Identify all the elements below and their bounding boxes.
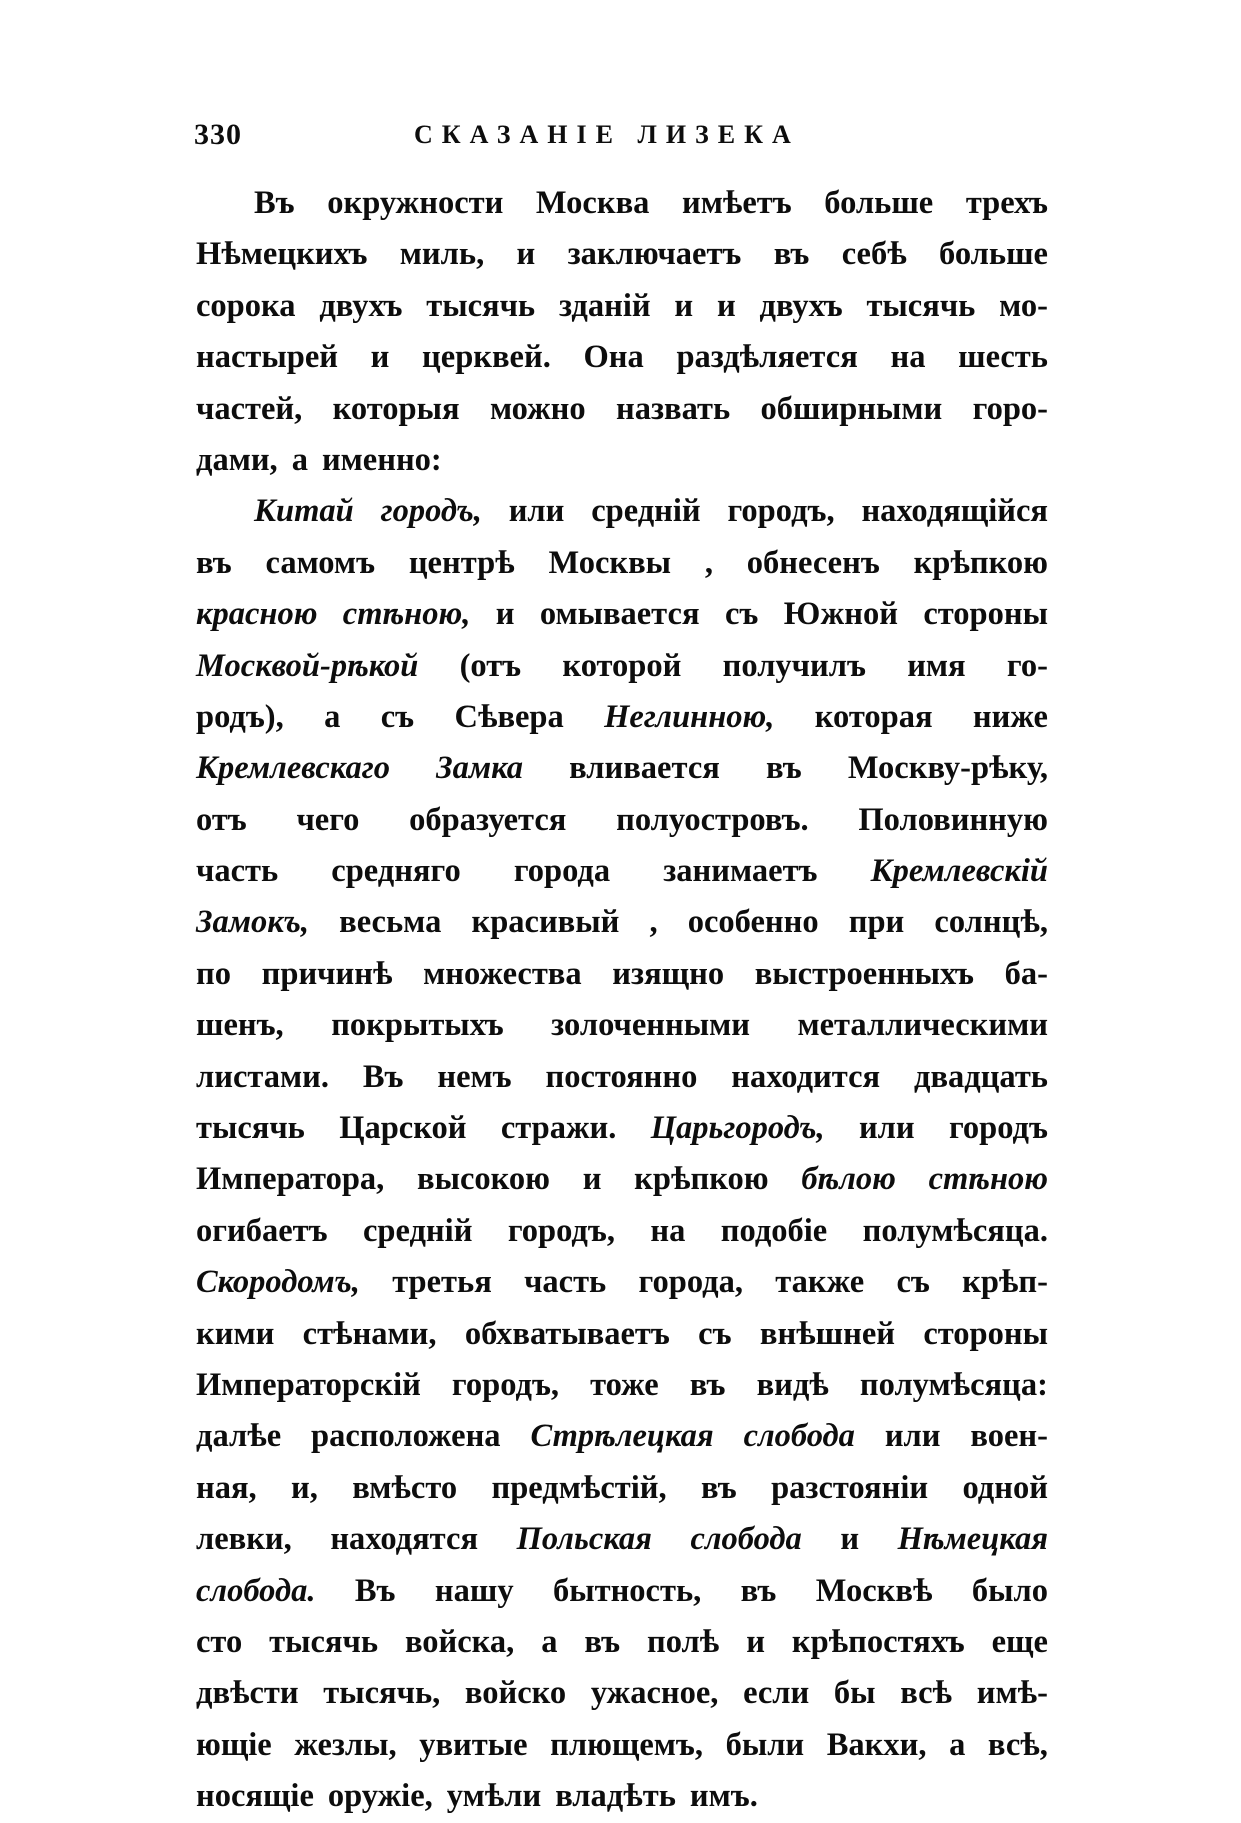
word: левки, bbox=[196, 1521, 292, 1558]
word: городъ, bbox=[507, 1212, 615, 1249]
word: Въ bbox=[254, 185, 295, 221]
word: Она bbox=[583, 339, 644, 376]
text-line bbox=[196, 1360, 1048, 1411]
word: полѣ bbox=[647, 1623, 720, 1660]
italic-word: красною bbox=[196, 596, 318, 633]
word: сорока bbox=[196, 287, 296, 324]
word: заключаетъ bbox=[567, 236, 742, 273]
word: Императорскій bbox=[196, 1366, 421, 1403]
word: имѣетъ bbox=[681, 185, 792, 221]
text-line bbox=[196, 332, 1048, 383]
word: городъ bbox=[948, 1110, 1048, 1147]
text-line bbox=[196, 384, 1048, 435]
word: города bbox=[513, 853, 611, 890]
page-number: 330 bbox=[194, 118, 242, 151]
text-line bbox=[196, 1206, 1048, 1257]
word: тысячь bbox=[269, 1623, 379, 1660]
word: горо- bbox=[972, 390, 1048, 427]
text-line bbox=[196, 1720, 1048, 1771]
text-line bbox=[196, 589, 1048, 640]
word: также bbox=[775, 1264, 865, 1301]
word: мо- bbox=[999, 287, 1048, 324]
word: Москву-рѣку, bbox=[847, 750, 1048, 787]
word: получилъ bbox=[722, 647, 866, 684]
italic-word: Нѣмецкая bbox=[897, 1521, 1048, 1558]
word: имъ. bbox=[689, 1778, 758, 1815]
word: третья bbox=[392, 1264, 492, 1301]
word: Москва bbox=[535, 185, 650, 221]
text-line bbox=[196, 281, 1048, 332]
text-line bbox=[196, 486, 1048, 537]
word: было bbox=[971, 1572, 1048, 1609]
word: находится bbox=[731, 1058, 881, 1095]
word: ба- bbox=[1004, 955, 1048, 992]
text-line bbox=[196, 846, 1048, 897]
word: въ bbox=[196, 544, 232, 581]
word: разстояніи bbox=[771, 1469, 929, 1506]
word: крѣпкою bbox=[634, 1161, 769, 1198]
word: а bbox=[949, 1726, 966, 1763]
word: двухъ bbox=[319, 287, 403, 324]
word: носящіе bbox=[196, 1778, 314, 1815]
word: листами. bbox=[196, 1058, 329, 1095]
word: и bbox=[516, 236, 536, 273]
word: а bbox=[541, 1623, 558, 1660]
word: двѣсти bbox=[196, 1675, 299, 1712]
text-line bbox=[196, 1052, 1048, 1103]
word: металлическими bbox=[797, 1007, 1048, 1044]
word: ющіе bbox=[196, 1726, 272, 1763]
word: находящійся bbox=[861, 493, 1048, 530]
word: настырей bbox=[196, 339, 338, 376]
word: которой bbox=[562, 647, 682, 684]
word: съ bbox=[896, 1264, 930, 1301]
word: окружности bbox=[327, 185, 504, 221]
word: еще bbox=[991, 1623, 1048, 1660]
word: увитые bbox=[419, 1726, 528, 1763]
word: и, bbox=[291, 1469, 318, 1506]
word: полумѣсяца. bbox=[862, 1212, 1048, 1249]
text-line bbox=[196, 949, 1048, 1000]
word: и bbox=[495, 596, 515, 633]
word: которыя bbox=[332, 390, 460, 427]
word: и bbox=[840, 1521, 860, 1558]
word: городъ, bbox=[727, 493, 835, 530]
word: больше bbox=[824, 185, 934, 221]
word: себѣ bbox=[841, 236, 907, 273]
text-line bbox=[196, 743, 1048, 794]
text-line bbox=[196, 897, 1048, 948]
text-line bbox=[196, 178, 1048, 229]
word: въ bbox=[689, 1366, 726, 1403]
word: въ bbox=[740, 1572, 777, 1609]
word: раздѣляется bbox=[676, 339, 858, 376]
word: образуется bbox=[409, 801, 567, 838]
text-line bbox=[196, 1514, 1048, 1565]
word: по bbox=[196, 955, 231, 992]
word: зданій bbox=[558, 287, 651, 324]
word: бытность, bbox=[552, 1572, 702, 1609]
word: и bbox=[582, 1161, 602, 1198]
word: Въ bbox=[354, 1572, 396, 1609]
word: выстроенныхъ bbox=[754, 955, 974, 992]
italic-word: Замка bbox=[436, 750, 524, 787]
word: нашу bbox=[434, 1572, 514, 1609]
word: въ bbox=[765, 750, 802, 787]
text-line bbox=[196, 1411, 1048, 1462]
word: церквей. bbox=[422, 339, 551, 376]
word: тысячь bbox=[426, 287, 536, 324]
word: города, bbox=[638, 1264, 743, 1301]
word: вмѣсто bbox=[352, 1469, 458, 1506]
word: Царской bbox=[339, 1110, 467, 1147]
word: умѣли bbox=[446, 1778, 542, 1815]
word: занимаетъ bbox=[663, 853, 818, 890]
word: огибаетъ bbox=[196, 1212, 328, 1249]
word: тысячь bbox=[196, 1110, 305, 1147]
word: Императора, bbox=[196, 1161, 385, 1198]
italic-word: Неглинною, bbox=[604, 698, 775, 735]
word: чего bbox=[296, 801, 360, 838]
word: подобіе bbox=[720, 1212, 828, 1249]
word: (отъ bbox=[459, 647, 522, 684]
word: часть bbox=[524, 1264, 607, 1301]
word: плющемъ, bbox=[550, 1726, 703, 1763]
italic-word: бѣлою bbox=[801, 1161, 896, 1198]
word: при bbox=[848, 904, 905, 941]
word: тысячь bbox=[866, 287, 976, 324]
text-line bbox=[196, 1257, 1048, 1308]
word: и bbox=[746, 1623, 765, 1660]
word: стороны bbox=[923, 596, 1048, 633]
italic-word: Китай bbox=[254, 493, 354, 530]
word: находятся bbox=[330, 1521, 479, 1558]
italic-word: Скородомъ, bbox=[196, 1264, 360, 1301]
word: ужасное, bbox=[590, 1675, 719, 1712]
word: Москвѣ bbox=[815, 1572, 933, 1609]
word: были bbox=[725, 1726, 805, 1763]
word: обширными bbox=[760, 390, 943, 427]
word: дами, bbox=[196, 441, 278, 478]
word: всѣ bbox=[900, 1675, 953, 1712]
word: Южной bbox=[783, 596, 898, 633]
word: ниже bbox=[972, 698, 1048, 735]
italic-word: городъ, bbox=[380, 493, 482, 530]
text-line bbox=[196, 641, 1048, 692]
word: часть bbox=[196, 853, 279, 890]
word: имѣ- bbox=[976, 1675, 1048, 1712]
text-line bbox=[196, 1566, 1048, 1617]
word: войска, bbox=[404, 1623, 515, 1660]
word: владѣть bbox=[555, 1778, 676, 1815]
word: вливается bbox=[569, 750, 720, 787]
word: всѣ, bbox=[987, 1726, 1048, 1763]
word: на bbox=[890, 339, 926, 376]
body-text bbox=[196, 178, 1048, 1823]
word: далѣе bbox=[196, 1418, 282, 1455]
word: съ bbox=[698, 1315, 732, 1352]
word: обхватываетъ bbox=[464, 1315, 670, 1352]
word: Вакхи, bbox=[826, 1726, 927, 1763]
word: больше bbox=[939, 236, 1048, 273]
word: или bbox=[858, 1110, 915, 1147]
word: видѣ bbox=[756, 1366, 829, 1403]
text-line bbox=[196, 1668, 1048, 1719]
text-line bbox=[196, 1154, 1048, 1205]
word: постоянно bbox=[545, 1058, 698, 1095]
word: отъ bbox=[196, 801, 247, 838]
word: , bbox=[704, 544, 713, 581]
text-line bbox=[196, 1771, 1048, 1822]
text-line bbox=[196, 1000, 1048, 1051]
italic-word: Царьгородъ, bbox=[650, 1110, 825, 1147]
word: особенно bbox=[687, 904, 819, 941]
word: кими bbox=[196, 1315, 275, 1352]
word: воен- bbox=[970, 1418, 1048, 1455]
word: и bbox=[716, 287, 736, 324]
word: крѣпкою bbox=[913, 544, 1048, 581]
text-line bbox=[196, 795, 1048, 846]
word: причинѣ bbox=[261, 955, 393, 992]
word: сто bbox=[196, 1623, 243, 1660]
italic-word: Кремлевскій bbox=[870, 853, 1048, 890]
italic-word: Кремлевскаго bbox=[196, 750, 390, 787]
word: миль, bbox=[399, 236, 485, 273]
word: красивый bbox=[471, 904, 620, 941]
word: средній bbox=[591, 493, 701, 530]
word: съ bbox=[724, 596, 759, 633]
word: тысячь, bbox=[323, 1675, 441, 1712]
word: а bbox=[324, 698, 341, 735]
word: и bbox=[674, 287, 694, 324]
italic-word: Замокъ, bbox=[196, 904, 310, 941]
word: самомъ bbox=[265, 544, 376, 581]
text-line bbox=[196, 1309, 1048, 1360]
word: или bbox=[508, 493, 565, 530]
word: двадцать bbox=[914, 1058, 1048, 1095]
word: расположена bbox=[311, 1418, 501, 1455]
word: шесть bbox=[958, 339, 1048, 376]
word: немъ bbox=[437, 1058, 512, 1095]
italic-word: стѣною, bbox=[342, 596, 471, 633]
word: двухъ bbox=[759, 287, 843, 324]
word: го- bbox=[1006, 647, 1048, 684]
word: оружіе, bbox=[327, 1778, 433, 1815]
word: именно: bbox=[321, 441, 442, 478]
italic-word: Польская bbox=[516, 1521, 652, 1558]
word: если bbox=[743, 1675, 810, 1712]
word: въ bbox=[584, 1623, 621, 1660]
word: множества bbox=[423, 955, 582, 992]
word: шенъ, bbox=[196, 1007, 284, 1044]
word: Половинную bbox=[858, 801, 1048, 838]
word: Сѣвера bbox=[454, 698, 564, 735]
word: и bbox=[370, 339, 390, 376]
word: одной bbox=[962, 1469, 1048, 1506]
word: средняго bbox=[331, 853, 461, 890]
running-head bbox=[194, 118, 1054, 162]
word: жезлы, bbox=[294, 1726, 397, 1763]
word: войско bbox=[464, 1675, 567, 1712]
word: весьма bbox=[339, 904, 442, 941]
text-line bbox=[196, 229, 1048, 280]
text-line bbox=[196, 435, 1048, 486]
word: высокою bbox=[417, 1161, 550, 1198]
word: Москвы bbox=[548, 544, 672, 581]
text-line bbox=[196, 1103, 1048, 1154]
running-title: СКАЗАНІЕ ЛИЗЕКА bbox=[414, 120, 800, 149]
word: полуостровъ. bbox=[616, 801, 809, 838]
word: Нѣмецкихъ bbox=[196, 236, 368, 273]
word: городъ, bbox=[451, 1366, 560, 1403]
text-line bbox=[196, 692, 1048, 743]
word: центрѣ bbox=[408, 544, 515, 581]
word: средній bbox=[363, 1212, 473, 1249]
word: въ bbox=[701, 1469, 737, 1506]
word: родъ), bbox=[196, 698, 284, 735]
italic-word: слобода. bbox=[196, 1572, 316, 1609]
word: или bbox=[884, 1418, 941, 1455]
word: бы bbox=[833, 1675, 876, 1712]
word: солнцѣ, bbox=[934, 904, 1048, 941]
word: имя bbox=[907, 647, 966, 684]
text-line bbox=[196, 1463, 1048, 1514]
word: а bbox=[291, 441, 308, 478]
word: на bbox=[650, 1212, 686, 1249]
word: стороны bbox=[923, 1315, 1048, 1352]
italic-word: стѣною bbox=[928, 1161, 1048, 1198]
word: ная, bbox=[196, 1469, 257, 1506]
word: можно bbox=[489, 390, 586, 427]
word: предмѣстій, bbox=[491, 1469, 667, 1506]
word: золоченными bbox=[551, 1007, 750, 1044]
word: трехъ bbox=[965, 185, 1048, 221]
word: стѣнами, bbox=[302, 1315, 437, 1352]
italic-word: слобода bbox=[690, 1521, 802, 1558]
italic-word: Стрѣлецкая bbox=[530, 1418, 714, 1455]
word: частей, bbox=[196, 390, 303, 427]
word: стражи. bbox=[500, 1110, 617, 1147]
italic-word: Москвой-рѣкой bbox=[196, 647, 419, 684]
word: Въ bbox=[362, 1058, 404, 1095]
word: покрытыхъ bbox=[331, 1007, 504, 1044]
text-line bbox=[196, 1617, 1048, 1668]
word: обнесенъ bbox=[746, 544, 880, 581]
word: тоже bbox=[590, 1366, 659, 1403]
word: назвать bbox=[616, 390, 731, 427]
word: полумѣсяца: bbox=[859, 1366, 1048, 1403]
word: изящно bbox=[612, 955, 725, 992]
word: внѣшней bbox=[759, 1315, 895, 1352]
word: крѣп- bbox=[962, 1264, 1048, 1301]
word: крѣпостяхъ bbox=[791, 1623, 965, 1660]
text-line bbox=[196, 538, 1048, 589]
italic-word: слобода bbox=[743, 1418, 855, 1455]
word: въ bbox=[773, 236, 810, 273]
word: которая bbox=[814, 698, 933, 735]
word: омывается bbox=[539, 596, 700, 633]
word: , bbox=[649, 904, 658, 941]
word: съ bbox=[380, 698, 415, 735]
